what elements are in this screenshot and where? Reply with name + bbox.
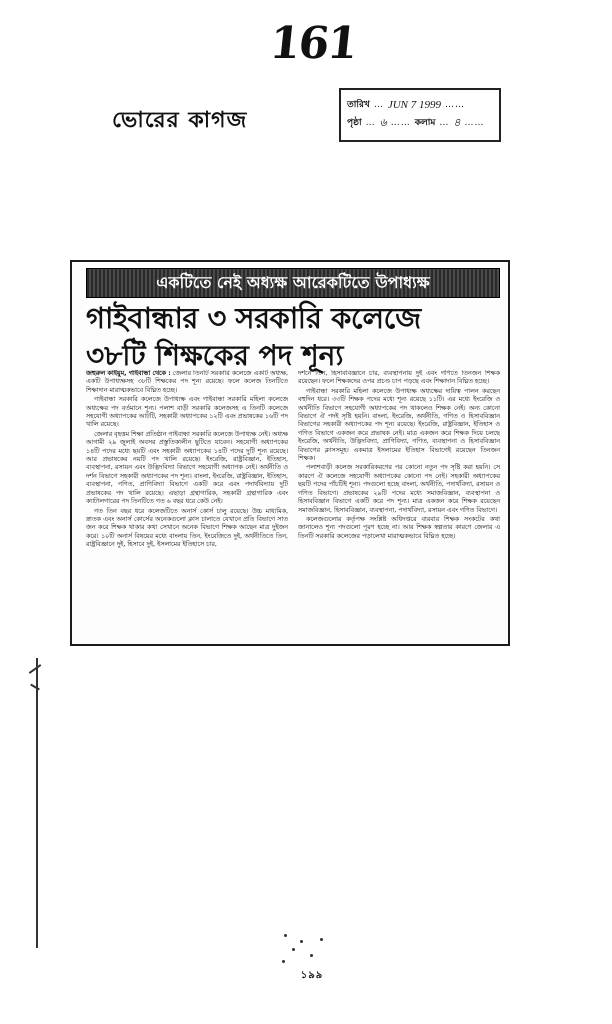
stamp-date-value: JUN 7 1999: [387, 99, 441, 111]
scan-speck: [320, 938, 323, 941]
article-headline-line2: ৩৮টি শিক্ষকের পদ শূন্য: [86, 339, 344, 372]
article-body: [86, 370, 500, 638]
article-paragraph: গাইবান্ধা সরকারি মহিলা কলেজে উপাধ্যক্ষ অধ্যক্ষের দায়িত্ব পালন করছেন বহুদিন ধরে। ৩৩টি শিক্ষক পদের মধ্যে শূন্য রয়েছে ১১টি। এর মধ্যে ইংরেজি ও অর্থনীতি বিভাগে সহযোগী অধ্যাপকের পদ থাকলেও শিক্ষক নেই। অন্য কোনো বিভাগে ঐ পদই সৃষ্টি হয়নি। বাংলা, ইংরেজি, অর্থনীতি, গণিত ও হিসাববিজ্ঞান বিভাগের সহকারী অধ্যাপকের পদ শূন্য রয়েছে। ইংরেজি, রাষ্ট্রবিজ্ঞান, ইতিহাস ও গণিত বিভাগে একজন করে প্রভাষক নেই। মাত্র একজন করে শিক্ষক দিয়ে চলছে ইংরেজি, অর্থনীতি, উদ্ভিদবিদ্যা, প্রাণিবিদ্যা, গণিত, ব্যবস্থাপনা ও হিসাববিজ্ঞান বিভাগের ক্লাসসমূহ। একমাত্র ইসলামের ইতিহাস বিভাগেই রয়েছেন তিনজন শিক্ষক।: [298, 387, 500, 463]
article-paragraph: দর্শনে তিন, হিসাববিজ্ঞানে চার, ব্যবস্থাপনায় দুই এবং গণিতে তিনজন শিক্ষক রয়েছেন। ফলে শিক্ষকদের ওপর প্রচণ্ড চাপ পড়ছে এবং শিক্ষাদান বিঘ্নিত হচ্ছে।: [298, 370, 500, 386]
scan-speck: [282, 960, 285, 963]
stamp-date-row: [347, 96, 493, 114]
scan-speck: [310, 954, 313, 957]
stamp-dots: …: [373, 100, 384, 110]
newspaper-masthead: ভোরের কাগজ: [112, 108, 248, 133]
stamp-dots: …: [365, 118, 376, 128]
article-byline: জহুরুল কাইয়ুম, গাইবান্ধা থেকে :: [86, 370, 171, 377]
scan-margin-mark: [30, 684, 40, 691]
stamp-page-row: [347, 114, 493, 132]
article-paragraph: [86, 370, 288, 395]
scan-bottom-mark: ১৯৯: [300, 970, 324, 981]
stamp-page-value: ৬: [379, 117, 387, 129]
scan-speck: [284, 934, 287, 937]
stamp-dots: ……: [464, 118, 485, 128]
scan-margin-mark: [29, 664, 42, 674]
stamp-date-label: তারিখ: [347, 100, 370, 110]
stamp-page-label: পৃষ্ঠা: [347, 118, 362, 128]
article-kicker: একটিতে নেই অধ্যক্ষ আরেকটিতে উপাধ্যক্ষ: [86, 268, 500, 298]
article-clipping: [70, 260, 510, 646]
scan-speck: [292, 948, 295, 951]
article-paragraph-text: জেলার তিনটি সরকারি কলেজে একটি অধ্যক্ষ, একটি উপাধ্যক্ষসহ ৩৮টি শিক্ষকের পদ শূন্য রয়েছে। ফলে কলেজ তিনটিতে শিক্ষাদান মারাত্মকভাবে বিঘ্নিত হচ্ছে।: [86, 370, 288, 394]
article-paragraph: গাইবান্ধা সরকারি কলেজে উপাধ্যক্ষ এবং গাইবান্ধা সরকারি মহিলা কলেজে অধ্যক্ষের পদ বর্তমানে শূন্য। পলাশ বাড়ী সরকারি কলেজসহ এ তিনটি কলেজে সহযোগী অধ্যাপকের আটটি, সহকারী অধ্যাপকের ১২টি এবং প্রভাষকের ১৬টি পদ খালি রয়েছে।: [86, 396, 288, 429]
archive-date-stamp: [339, 88, 501, 142]
stamp-dots: ……: [390, 118, 411, 128]
stamp-column-value: ৪: [453, 117, 461, 129]
scan-speck: [300, 940, 303, 943]
scan-specks: [270, 930, 350, 1000]
archive-page-number: 161: [267, 18, 359, 69]
stamp-dots: …: [439, 118, 450, 128]
scan-margin-line: [36, 658, 38, 948]
stamp-column-label: কলাম: [414, 118, 436, 128]
stamp-dots: ……: [444, 100, 465, 110]
article-paragraph: গত তিন বছর ধরে কলেজটিতে অনার্স কোর্স চালু রয়েছে। উচ্চ মাধ্যমিক, স্নাতক এবং অনার্স কোর্সের অনেকগুলো ক্লাস চালাতে যেখানে প্রতি বিভাগে সাত জন করে শিক্ষক থাকার কথা সেখানে অনেক বিভাগে শিক্ষক আছেন মাত্র দুইজন করে। ১০টি অনার্স বিষয়ের মধ্যে বাংলায় তিন, ইংরেজিতে দুই, অর্থনীতিতে তিন, রাষ্ট্রবিজ্ঞানে দুই, হিসাবে দুই, ইসলামের ইতিহাসে চার,: [86, 507, 288, 549]
article-paragraph: পলাশবাড়ী কলেজ সরকারিকরণের পর কোনো নতুন পদ সৃষ্টি করা হয়নি। সে কারণে ঐ কলেজে সহযোগী অধ্যাপকের কোনো পদ নেই। সহকারী অধ্যাপকের ছয়টি পদের পাঁচটিই শূন্য। পদগুলো হচ্ছে বাংলা, অর্থনীতি, পদার্থবিদ্যা, রসায়ন ও গণিত বিভাগে। প্রভাষকের ২৯টি পদের মধ্যে সমাজবিজ্ঞান, ব্যবস্থাপনা ও হিসাববিজ্ঞান বিভাগে একটি করে পদ শূন্য। মাত্র একজন করে শিক্ষক রয়েছেন সমাজবিজ্ঞান, হিসাববিজ্ঞান, ব্যবস্থাপনা, পদার্থবিদ্যা, রসায়ন এবং গণিত বিভাগে।: [298, 464, 500, 514]
article-column-right: [298, 370, 500, 638]
article-headline-line1: গাইবান্ধার ৩ সরকারি কলেজে: [86, 301, 421, 335]
article-paragraph: জেলার বৃহত্তম শিক্ষা প্রতিষ্ঠান গাইবান্ধা সরকারি কলেজে উপাধ্যক্ষ নেই। অধ্যক্ষ আগামী ২৯ জুলাই অবসর প্রস্তুতিকালীন ছুটিতে যাবেন। সহযোগী অধ্যাপকের ১৪টি পদের মধ্যে ছয়টি এবং সহকারী অধ্যাপকের ১৪টি পদের দুটি শূন্য রয়েছে। আর প্রভাষকের নয়টি পদ খালি রয়েছে। ইংরেজি, রাষ্ট্রবিজ্ঞান, ইতিহাস, ব্যবস্থাপনা, রসায়ন এবং উদ্ভিদবিদ্যা বিভাগে সহযোগী অধ্যাপক নেই। অর্থনীতি ও দর্শন বিভাগে সহকারী অধ্যাপকের পদ শূন্য। বাংলা, ইংরেজি, রাষ্ট্রবিজ্ঞান, ইতিহাস, ব্যবস্থাপনা, গণিত, প্রাণিবিদ্যা বিভাগে একটি করে এবং পদার্থবিদ্যায় দুটি প্রভাষকের পদ খালি রয়েছে। এছাড়া গ্রন্থাগারিক, সহকারী গ্রন্থাগারিক এবং ক্যাটালগারের পদ তিনটিতে গত ৬ বছর ধরে কেউ নেই।: [86, 430, 288, 506]
article-column-left: [86, 370, 288, 638]
article-paragraph: কলেজগুলোর কর্তৃপক্ষ সংশ্লিষ্ট অধিদপ্তরে বারবার শিক্ষক সংকটের কথা জানালেও শূন্য পদগুলো পূরণ হচ্ছে না। আর শিক্ষক স্বল্পতার কারণে জেলার এ তিনটি সরকারি কলেজের পড়ালেখা মারাত্মকভাবে বিঘ্নিত হচ্ছে।: [298, 515, 500, 540]
